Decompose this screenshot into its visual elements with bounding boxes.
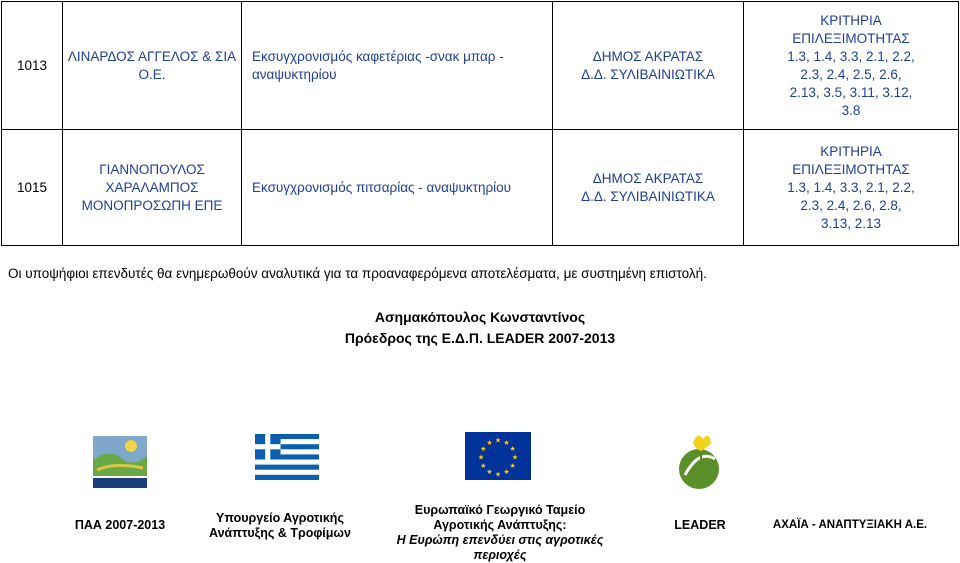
leader-circle [679,449,719,489]
applicant-name-line: ΧΑΡΑΛΑΜΠΟΣ [105,179,199,195]
criteria-heading-2: ΕΠΙΛΕΞΙΜΟΤΗΤΑΣ [792,30,910,46]
criteria-values: 2.3, 2.4, 2.5, 2.6, [800,66,902,82]
caption-eafrd [370,503,630,563]
caption-ministry-line1: Υπουργείο Αγροτικής [216,511,344,525]
paa-seal-icon [91,430,149,490]
caption-fund-line2: Αγροτικής Ανάπτυξης: [433,518,567,532]
criteria-values: 2.3, 2.4, 2.6, 2.8, [800,197,902,213]
criteria-values: 1.3, 1.4, 3.3, 2.1, 2.2, [787,48,915,64]
caption-paa: ΠΑΑ 2007-2013 [74,518,166,532]
svg-text:★: ★ [503,468,510,477]
criteria-values: 1.3, 1.4, 3.3, 2.1, 2.2, [787,179,915,195]
caption-fund-line1: Ευρωπαϊκό Γεωργικό Ταμείο [414,503,586,517]
caption-axaia: ΑΧΑΪΑ - ΑΝΑΠΤΥΞΙΑΚΗ Α.Ε. [772,519,928,531]
svg-text:★: ★ [494,436,502,445]
area-municipality: ΔΗΜΟΣ ΑΚΡΑΤΑΣ [592,48,704,64]
area-district: Δ.Δ. ΣΥΛΙΒΑΙΝΙΩΤΙΚΑ [581,188,715,204]
signatory-title: Πρόεδρος της Ε.Δ.Π. LEADER 2007-2013 [344,330,616,346]
svg-text:★: ★ [480,445,487,453]
caption-ministry-line2: Ανάπτυξης & Τροφίμων [209,526,351,540]
caption-leader: LEADER [674,518,726,532]
svg-text:★: ★ [509,445,516,453]
project-description: Εκσυγχρονισμός πιτσαρίας - αναψυκτηρίου [242,130,553,246]
criteria-values: 3.13, 2.13 [820,215,882,231]
leader-flower [693,436,711,451]
criteria-heading: ΚΡΙΤΗΡΙΑ [820,12,882,28]
criteria-heading: ΚΡΙΤΗΡΙΑ [820,143,882,159]
svg-text:★: ★ [511,453,519,462]
eligibility-criteria [744,2,959,130]
project-description: Εκσυγχρονισμός καφετέριας -σνακ μπαρ - αναψυκτηρίου [242,2,553,130]
criteria-heading-2: ΕΠΙΛΕΞΙΜΟΤΗΤΑΣ [792,161,910,177]
notice-text: Οι υποψήφιοι επενδυτές θα ενημερωθούν αναλυτικά για τα προαναφερόμενα αποτελέσματα, με συστημένη επιστολή. [8,266,707,281]
applicant-name [63,130,242,246]
caption-ministry [195,511,365,541]
applicant-name-line: ΜΟΝΟΠΡΟΣΩΠΗ ΕΠΕ [81,197,223,213]
applicant-name-line: ΓΙΑΝΝΟΠΟΥΛΟΣ [99,161,205,177]
seal-band [93,478,147,488]
leader-logo-icon [671,429,729,493]
svg-text:★: ★ [509,462,516,470]
signatory-name: Ασημακόπουλος Κωνσταντίνος [374,309,586,325]
svg-text:★: ★ [486,438,493,447]
svg-text:★: ★ [494,470,502,479]
applicant-name: ΛΙΝΑΡΔΟΣ ΑΓΓΕΛΟΣ & ΣΙΑ Ο.Ε. [63,2,242,130]
svg-text:★: ★ [477,453,485,462]
table-row [2,2,959,130]
table-row [2,130,959,246]
seal-sun [125,440,137,452]
svg-text:★: ★ [503,438,510,447]
project-id: 1013 [2,2,63,130]
caption-fund-line3: Η Ευρώπη επενδύει στις αγροτικές περιοχές [396,533,604,562]
project-id: 1015 [2,130,63,246]
project-area [553,2,744,130]
project-area [553,130,744,246]
projects-table [1,1,959,246]
svg-text:★: ★ [480,462,487,470]
area-municipality: ΔΗΜΟΣ ΑΚΡΑΤΑΣ [592,170,704,186]
greek-flag-icon [255,434,319,480]
criteria-values: 3.8 [841,102,861,118]
eu-flag-icon [465,432,531,480]
criteria-values: 2.13, 3.5, 3.11, 3.12, [789,84,913,100]
eligibility-criteria [744,130,959,246]
svg-text:★: ★ [486,468,493,477]
area-district: Δ.Δ. ΣΥΛΙΒΑΙΝΙΩΤΙΚΑ [581,66,715,82]
